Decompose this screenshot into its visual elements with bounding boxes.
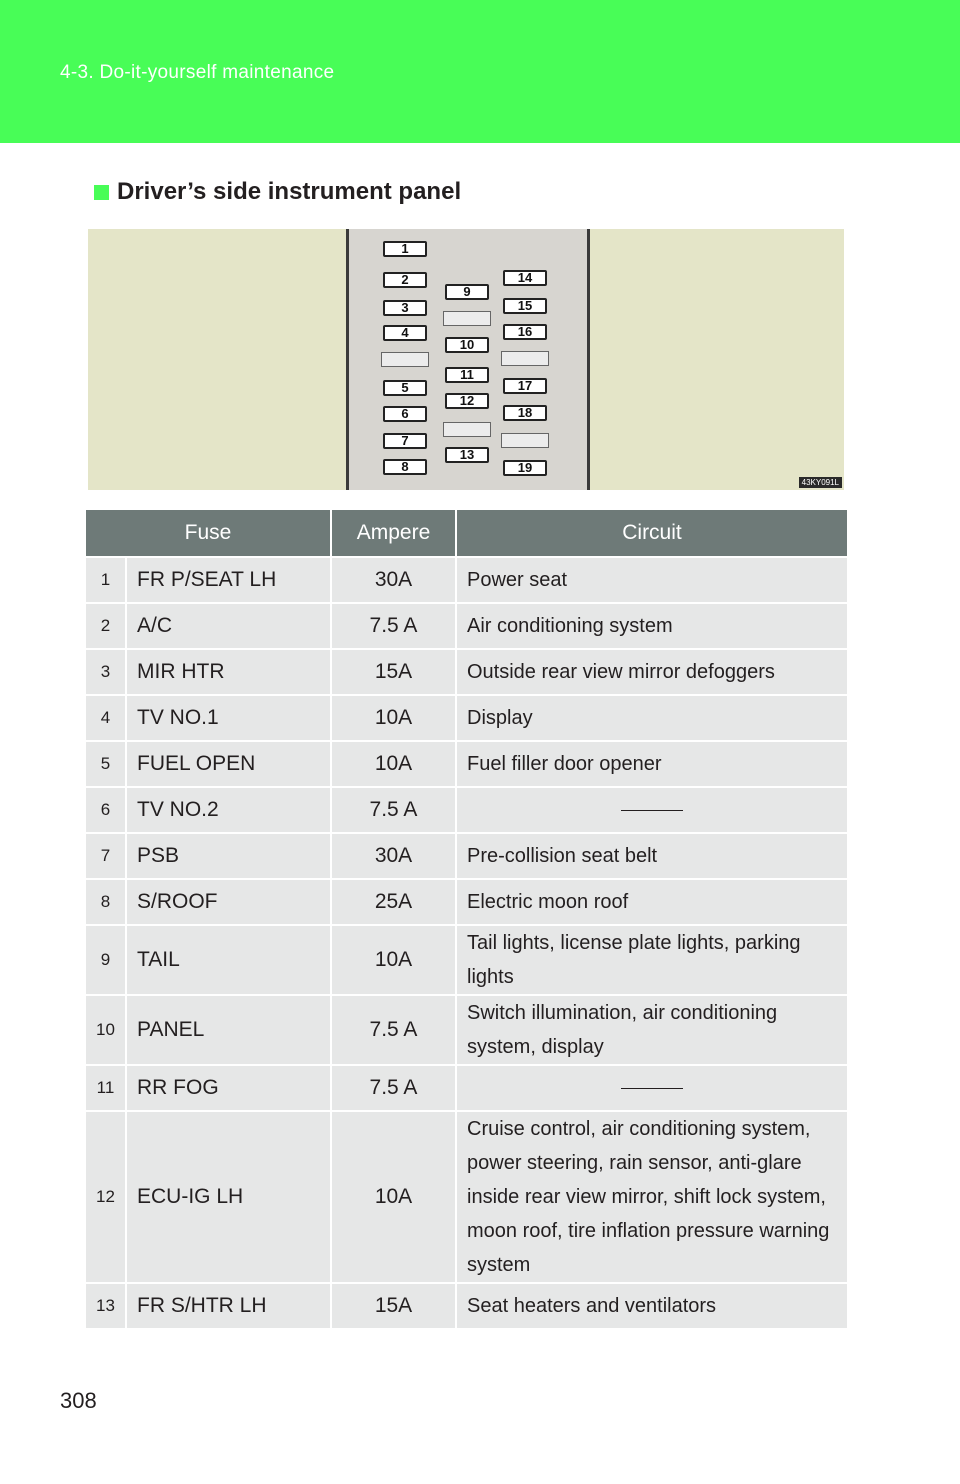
ampere-cell: 7.5 A — [331, 787, 456, 833]
fuse-name-cell: FR S/HTR LH — [126, 1283, 331, 1328]
empty-slot — [501, 433, 549, 448]
fuse-name-cell: MIR HTR — [126, 649, 331, 695]
bullet-square-icon — [94, 185, 109, 200]
fuse-number-cell: 6 — [86, 787, 126, 833]
empty-slot — [443, 311, 491, 326]
fuse-9: 9 — [445, 284, 489, 300]
ampere-cell: 25A — [331, 879, 456, 925]
fuse-1: 1 — [383, 241, 427, 257]
ampere-cell: 10A — [331, 925, 456, 995]
circuit-cell: Electric moon roof — [456, 879, 847, 925]
ampere-cell: 30A — [331, 833, 456, 879]
section-heading — [94, 178, 461, 206]
fuse-table — [86, 510, 847, 1328]
fuse-name-cell: A/C — [126, 603, 331, 649]
fuse-number-cell: 13 — [86, 1283, 126, 1328]
fuse-name-cell: FR P/SEAT LH — [126, 557, 331, 603]
circuit-cell: Pre-collision seat belt — [456, 833, 847, 879]
column-header-circuit: Circuit — [456, 510, 847, 557]
empty-slot — [443, 422, 491, 437]
table-row — [86, 603, 847, 649]
fuse-number-cell: 12 — [86, 1111, 126, 1283]
table-row — [86, 995, 847, 1065]
fuse-number-cell: 3 — [86, 649, 126, 695]
fuse-15: 15 — [503, 298, 547, 314]
table-row — [86, 833, 847, 879]
circuit-cell — [456, 1065, 847, 1111]
fuse-number-cell: 7 — [86, 833, 126, 879]
fuse-19: 19 — [503, 460, 547, 476]
table-row — [86, 649, 847, 695]
column-header-ampere: Ampere — [331, 510, 456, 557]
circuit-cell — [456, 787, 847, 833]
fuse-number-cell: 11 — [86, 1065, 126, 1111]
table-row — [86, 557, 847, 603]
header-band — [0, 0, 960, 143]
circuit-cell: Outside rear view mirror defoggers — [456, 649, 847, 695]
table-row — [86, 1111, 847, 1283]
fuse-6: 6 — [383, 406, 427, 422]
table-row — [86, 741, 847, 787]
fuse-14: 14 — [503, 270, 547, 286]
fuse-3: 3 — [383, 300, 427, 316]
fuse-11: 11 — [445, 367, 489, 383]
no-circuit-dash — [621, 1088, 683, 1089]
circuit-cell: Air conditioning system — [456, 603, 847, 649]
fuse-10: 10 — [445, 337, 489, 353]
section-label: 4-3. Do-it-yourself maintenance — [60, 62, 335, 83]
circuit-cell: Tail lights, license plate lights, parking lights — [456, 925, 847, 995]
fuse-number-cell: 8 — [86, 879, 126, 925]
ampere-cell: 10A — [331, 695, 456, 741]
fuse-name-cell: PANEL — [126, 995, 331, 1065]
fuse-panel — [346, 229, 590, 490]
fuse-number-cell: 2 — [86, 603, 126, 649]
table-header-row — [86, 510, 847, 557]
fuse-name-cell: ECU-IG LH — [126, 1111, 331, 1283]
circuit-cell: Fuel filler door opener — [456, 741, 847, 787]
fuse-13: 13 — [445, 447, 489, 463]
fuse-number-cell: 10 — [86, 995, 126, 1065]
fuse-5: 5 — [383, 380, 427, 396]
page-number: 308 — [60, 1388, 97, 1413]
fuse-8: 8 — [383, 459, 427, 475]
ampere-cell: 7.5 A — [331, 603, 456, 649]
fuse-16: 16 — [503, 324, 547, 340]
fuse-name-cell: S/ROOF — [126, 879, 331, 925]
fuse-name-cell: TV NO.2 — [126, 787, 331, 833]
circuit-cell: Seat heaters and ventilators — [456, 1283, 847, 1328]
fuse-name-cell: TAIL — [126, 925, 331, 995]
fuse-name-cell: FUEL OPEN — [126, 741, 331, 787]
fuse-number-cell: 4 — [86, 695, 126, 741]
no-circuit-dash — [621, 810, 683, 811]
heading-text: Driver’s side instrument panel — [117, 178, 462, 205]
ampere-cell: 7.5 A — [331, 1065, 456, 1111]
fuse-number-cell: 1 — [86, 557, 126, 603]
table-row — [86, 695, 847, 741]
ampere-cell: 15A — [331, 1283, 456, 1328]
fuse-box-diagram — [88, 229, 844, 490]
ampere-cell: 30A — [331, 557, 456, 603]
circuit-cell: Power seat — [456, 557, 847, 603]
empty-slot — [501, 351, 549, 366]
table-row — [86, 1065, 847, 1111]
table-row — [86, 879, 847, 925]
fuse-17: 17 — [503, 378, 547, 394]
circuit-cell: Cruise control, air conditioning system, power steering, rain sensor, anti-glare inside rear view mirror, shift lock system, moon roof, tire inflation pressure warning system — [456, 1111, 847, 1283]
circuit-cell: Switch illumination, air conditioning system, display — [456, 995, 847, 1065]
ampere-cell: 7.5 A — [331, 995, 456, 1065]
ampere-cell: 10A — [331, 1111, 456, 1283]
fuse-2: 2 — [383, 272, 427, 288]
circuit-cell: Display — [456, 695, 847, 741]
fuse-name-cell: TV NO.1 — [126, 695, 331, 741]
table-row — [86, 1283, 847, 1328]
table-row — [86, 925, 847, 995]
fuse-7: 7 — [383, 433, 427, 449]
fuse-number-cell: 5 — [86, 741, 126, 787]
fuse-name-cell: PSB — [126, 833, 331, 879]
fuse-4: 4 — [383, 325, 427, 341]
column-header-fuse: Fuse — [86, 510, 331, 557]
fuse-12: 12 — [445, 393, 489, 409]
table-row — [86, 787, 847, 833]
table-body — [86, 557, 847, 1328]
empty-slot — [381, 352, 429, 367]
ampere-cell: 10A — [331, 741, 456, 787]
fuse-name-cell: RR FOG — [126, 1065, 331, 1111]
figure-code: 43KY091L — [799, 477, 842, 488]
fuse-number-cell: 9 — [86, 925, 126, 995]
fuse-18: 18 — [503, 405, 547, 421]
ampere-cell: 15A — [331, 649, 456, 695]
